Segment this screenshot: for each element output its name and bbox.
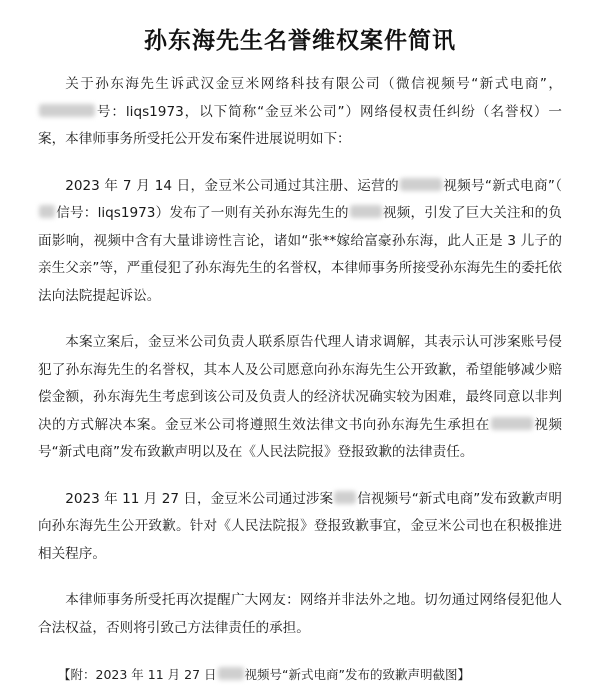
text-segment: 本律师事务所受托再次提醒广大网友：网络并非法外之地。切勿通过网络侵犯他人合法权益，否则将引致己方法律责任的承担。 [38,592,562,636]
text-segment: 视频号“新式电商”（ [442,177,562,194]
paragraph [38,329,562,467]
paragraph [38,173,562,311]
text-segment: 视频号“新式电商”发布的致歉声明截图】 [244,667,470,682]
redacted-blur [350,205,382,218]
redacted-blur [400,178,442,191]
text-segment: 视频，引发了巨大关注和的负面影响，视频中含有大量诽谤性言论，诸如“张**嫁给富豪孙东海，此人正是 3 儿子的亲生父亲”等，严重侵犯了孙东海先生的名誉权，本律师事务所接受孙东海先生的委托依法向法院提起诉讼。 [38,205,563,304]
text-segment: 号：liqs1973，以下简称“金豆米公司”）网络侵权责任纠纷（名誉权）一案，本律师事务所受托公开发布案件进展说明如下： [38,103,562,147]
text-segment: 本案立案后，金豆米公司负责人联系原告代理人请求调解，其表示认可涉案账号侵犯了孙东海先生的名誉权，其本人及公司愿意向孙东海先生公开致歉，希望能够减少赔偿金额，孙东海先生考虑到该公司及负责人的经济状况确实较为困难，最终同意以非判决的方式解决本案。金豆米公司将遵照生效法律文书向孙东海先生承担在 [38,334,562,433]
paragraph [38,71,562,154]
redacted-blur [218,667,244,680]
text-segment: 视频号“新式电商”发布致歉声明以及在《人民法院报》登报致歉的法律责任。 [38,416,563,460]
redacted-blur [334,491,356,504]
text-segment: 2023 年 11 月 27 日，金豆米公司通过涉案 [65,490,334,507]
redacted-blur [39,104,95,117]
paragraph [38,587,562,642]
text-segment: 信视频号“新式电商”发布致歉声明向孙东海先生公开致歉。针对《人民法院报》登报致歉事宜，金豆米公司也在积极推进相关程序。 [38,490,563,562]
text-segment: 【附：2023 年 11 月 27 日 [58,667,217,682]
text-segment: 2023 年 7 月 14 日，金豆米公司通过其注册、运营的 [65,177,399,194]
document-body [38,71,562,642]
redacted-blur [39,205,55,218]
text-segment: 信号：liqs1973）发布了一则有关孙东海先生的 [56,205,349,221]
paragraph [38,486,562,569]
text-segment: 关于孙东海先生诉武汉金豆米网络科技有限公司（微信视频号“新式电商”， [65,76,562,92]
attachment-note [0,664,600,686]
document-title: 孙东海先生名誉维权案件简讯 [144,28,456,54]
redacted-blur [491,417,533,430]
